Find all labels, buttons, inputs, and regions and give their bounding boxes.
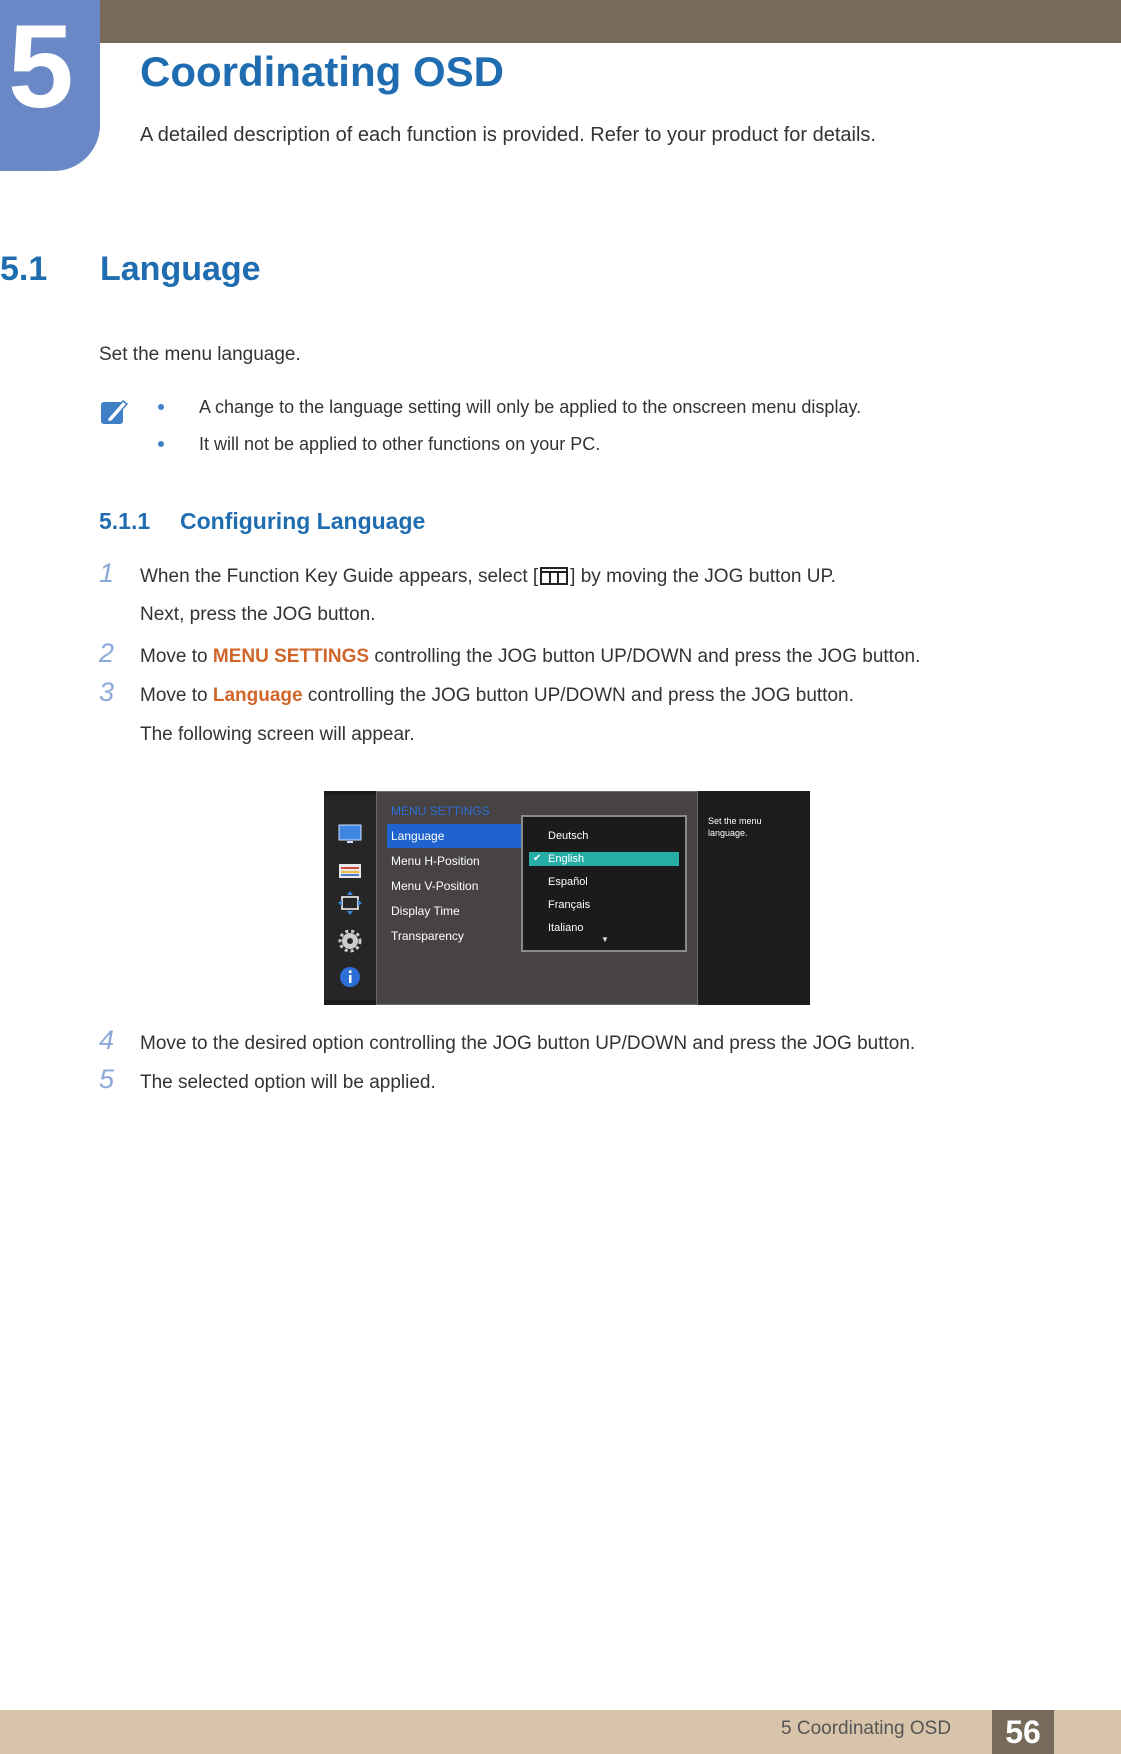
bullet-icon	[158, 404, 164, 410]
step-number: 1	[99, 558, 115, 588]
page-number-box	[992, 1710, 1054, 1754]
osd-option-english[interactable]: ✔ English	[529, 852, 679, 866]
gear-icon[interactable]	[338, 929, 362, 953]
scroll-down-icon[interactable]: ▼	[601, 935, 609, 944]
step-number: 5	[99, 1064, 115, 1094]
section-title: Language	[100, 250, 261, 288]
highlight-menu-settings: MENU SETTINGS	[212, 646, 370, 667]
osd-heading: MENU SETTINGS	[391, 804, 490, 818]
step-number: 3	[99, 677, 115, 707]
menu-icon	[540, 566, 568, 586]
note-item: It will not be applied to other functions on your PC.	[158, 433, 861, 470]
osd-menu-item-transparency[interactable]: Transparency	[391, 929, 464, 943]
osd-option-espanol[interactable]: Español	[548, 876, 588, 888]
section-number: 5.1	[0, 250, 48, 288]
osd-option-francais[interactable]: Français	[548, 899, 591, 911]
osd-menu-item-language[interactable]: Language	[387, 824, 521, 848]
step-number: 4	[99, 1025, 115, 1055]
header-bar	[0, 0, 1121, 43]
subsection-number: 5.1.1	[99, 508, 151, 534]
step-1-continuation: Next, press the JOG button.	[140, 604, 376, 625]
section-intro: Set the menu language.	[99, 344, 301, 365]
note-item: A change to the language setting will only be applied to the onscreen menu display.	[158, 396, 861, 433]
chapter-tab	[0, 0, 100, 171]
step-3-continuation: The following screen will appear.	[140, 724, 415, 745]
chapter-subtitle: A detailed description of each function is provided. Refer to your product for details.	[140, 124, 876, 146]
step-number: 2	[99, 638, 115, 668]
chapter-title: Coordinating OSD	[140, 48, 504, 95]
note-icon	[99, 396, 129, 426]
osd-menu-panel	[376, 791, 698, 1005]
osd-icon-bar	[324, 795, 376, 1000]
osd-menu-item-h-position[interactable]: Menu H-Position	[391, 854, 480, 868]
page-number: 56	[1005, 1714, 1041, 1750]
subsection-title: Configuring Language	[180, 508, 426, 534]
footer-bar	[0, 1710, 1121, 1754]
footer-chapter-label: 5 Coordinating OSD	[781, 1718, 952, 1739]
monitor-icon[interactable]	[338, 822, 362, 846]
size-position-icon[interactable]	[338, 891, 362, 915]
note-list	[158, 396, 861, 470]
highlight-language: Language	[212, 685, 303, 706]
osd-option-deutsch[interactable]: Deutsch	[548, 830, 589, 842]
osd-option-italiano[interactable]: Italiano	[548, 922, 584, 934]
check-icon: ✔	[533, 853, 542, 864]
osd-language-list	[521, 815, 687, 952]
osd-help-text: Set the menu language.	[708, 816, 762, 838]
info-icon[interactable]	[338, 965, 362, 989]
osd-menu-item-v-position[interactable]: Menu V-Position	[391, 879, 479, 893]
osd-screen	[324, 791, 810, 1005]
bullet-icon	[158, 441, 164, 447]
chapter-number: 5	[8, 1, 74, 133]
color-icon[interactable]	[338, 859, 362, 883]
osd-menu-item-display-time[interactable]: Display Time	[391, 904, 460, 918]
